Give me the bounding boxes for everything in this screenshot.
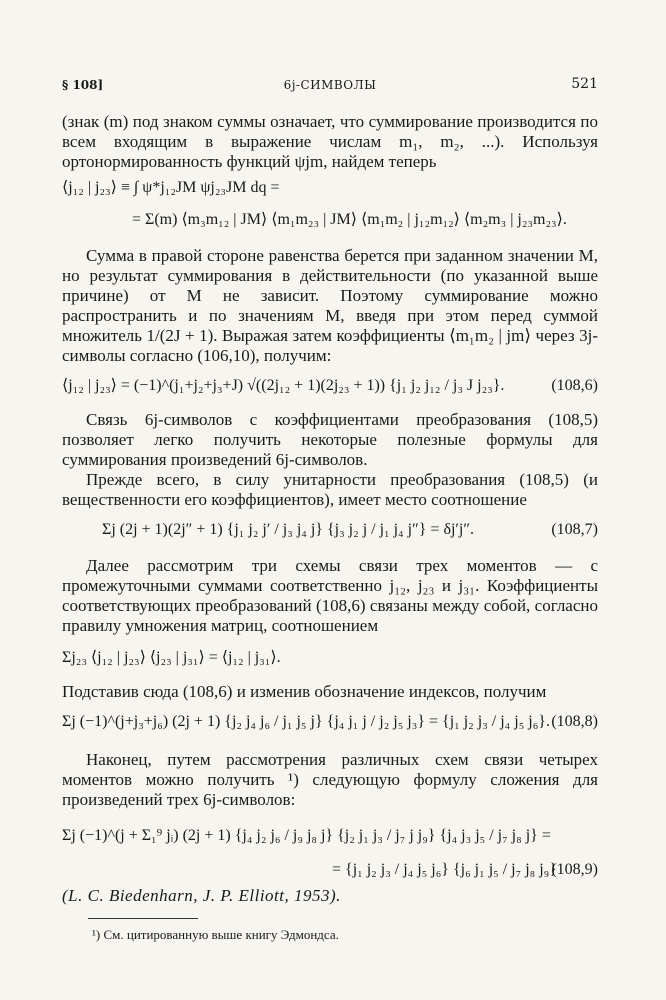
equation-108-8: [62, 712, 598, 732]
equation-body: = {j₁ j₂ j₃ / j₄ j₅ j₆} {j₆ j₁ j₅ / j₇ j₈ j₉}: [332, 861, 557, 878]
paragraph-3: Связь 6j-символов с коэффициентами преобразования (108,5) позволяет легко получить некоторые полезные формулы для суммирования произведений 6j-символов.: [62, 410, 598, 469]
equation-108-7: [62, 520, 598, 540]
footnote: ¹) См. цитированную выше книгу Эдмондса.: [92, 927, 339, 942]
equation-108-9-line-1: Σj (−1)^(j + Σ₁⁹ jᵢ) (2j + 1) {j₄ j₂ j₆ / j₉ j₈ j} {j₂ j₁ j₃ / j₇ j j₉} {j₄ j₃ j₅ / j₇ j₈ j} =: [62, 827, 551, 844]
equation-1a: ⟨j₁₂ | j₂₃⟩ ≡ ∫ ψ*j₁₂JM ψj₂₃JM dq =: [62, 179, 280, 196]
paragraph-4: Прежде всего, в силу унитарности преобразования (108,5) (и вещественности его коэффициентов), имеет место соотношение: [62, 470, 598, 509]
equation-matrix-product: Σj₂₃ ⟨j₁₂ | j₂₃⟩ ⟨j₂₃ | j₃₁⟩ = ⟨j₁₂ | j₃₁⟩.: [62, 649, 281, 666]
paragraph-2: Сумма в правой стороне равенства берется при заданном значении M, но результат суммирования в действительности (по указанной выше причине) от M не зависит. Поэтому суммирование можно распространить и по значениям M, введя при этом перед суммой множитель 1/(2J + 1). Выражая затем коэффициенты ⟨m₁m₂ | jm⟩ через 3j-символы согласно (106,10), получим:: [62, 246, 598, 365]
book-page: [62, 72, 598, 972]
page-body: [62, 112, 598, 945]
paragraph-5: Далее рассмотрим три схемы связи трех моментов — с промежуточными суммами соответственно j₁₂, j₂₃ и j₃₁. Коэффициенты соответствующих преобразований (108,6) связаны между собой, согласно правилу умножения матриц, соотношением: [62, 556, 598, 635]
citation: (L. C. Biedenharn, J. P. Elliott, 1953).: [62, 886, 341, 905]
running-title: 6j-СИМВОЛЫ: [283, 78, 377, 92]
equation-number: (108,8): [551, 713, 598, 730]
section-marker: § 108]: [62, 78, 104, 92]
paragraph-7: Наконец, путем рассмотрения различных схем связи четырех моментов можно получить ¹) следующую формулу сложения для произведений трех 6j-символов:: [62, 750, 598, 809]
equation-number: (108,9): [551, 861, 598, 878]
equation-number: (108,6): [551, 377, 598, 394]
paragraph-6: Подставив сюда (108,6) и изменив обозначение индексов, получим: [62, 682, 547, 701]
equation-108-6: [62, 376, 598, 396]
paragraph-1: (знак (m) под знаком суммы означает, что суммирование производится по всем входящим в выражение числам m₁, m₂, ...). Используя ортонормированность функций ψjm, найдем теперь: [62, 112, 598, 171]
equation-1b: = Σ(m) ⟨m₃m₁₂ | JM⟩ ⟨m₁m₂₃ | JM⟩ ⟨m₁m₂ | j₁₂m₁₂⟩ ⟨m₂m₃ | j₂₃m₂₃⟩.: [132, 211, 567, 228]
equation-body: ⟨j₁₂ | j₂₃⟩ = (−1)^(j₁+j₂+j₃+J) √((2j₁₂ + 1)(2j₂₃ + 1)) {j₁ j₂ j₁₂ / j₃ J j₂₃}.: [62, 377, 505, 394]
equation-number: (108,7): [551, 521, 598, 538]
equation-body: Σj (2j + 1)(2j″ + 1) {j₁ j₂ j′ / j₃ j₄ j} {j₃ j₂ j / j₁ j₄ j″} = δj′j″.: [102, 521, 475, 538]
equation-108-9-line-2: [62, 860, 598, 880]
footnote-divider: [88, 918, 198, 919]
page-header: [62, 72, 598, 98]
page-number: 521: [571, 76, 598, 92]
equation-body: Σj (−1)^(j+j₃+j₆) (2j + 1) {j₂ j₄ j₆ / j₁ j₅ j} {j₄ j₁ j / j₂ j₅ j₃} = {j₁ j₂ j₃ / j₄ j₅ j₆}.: [62, 713, 550, 730]
